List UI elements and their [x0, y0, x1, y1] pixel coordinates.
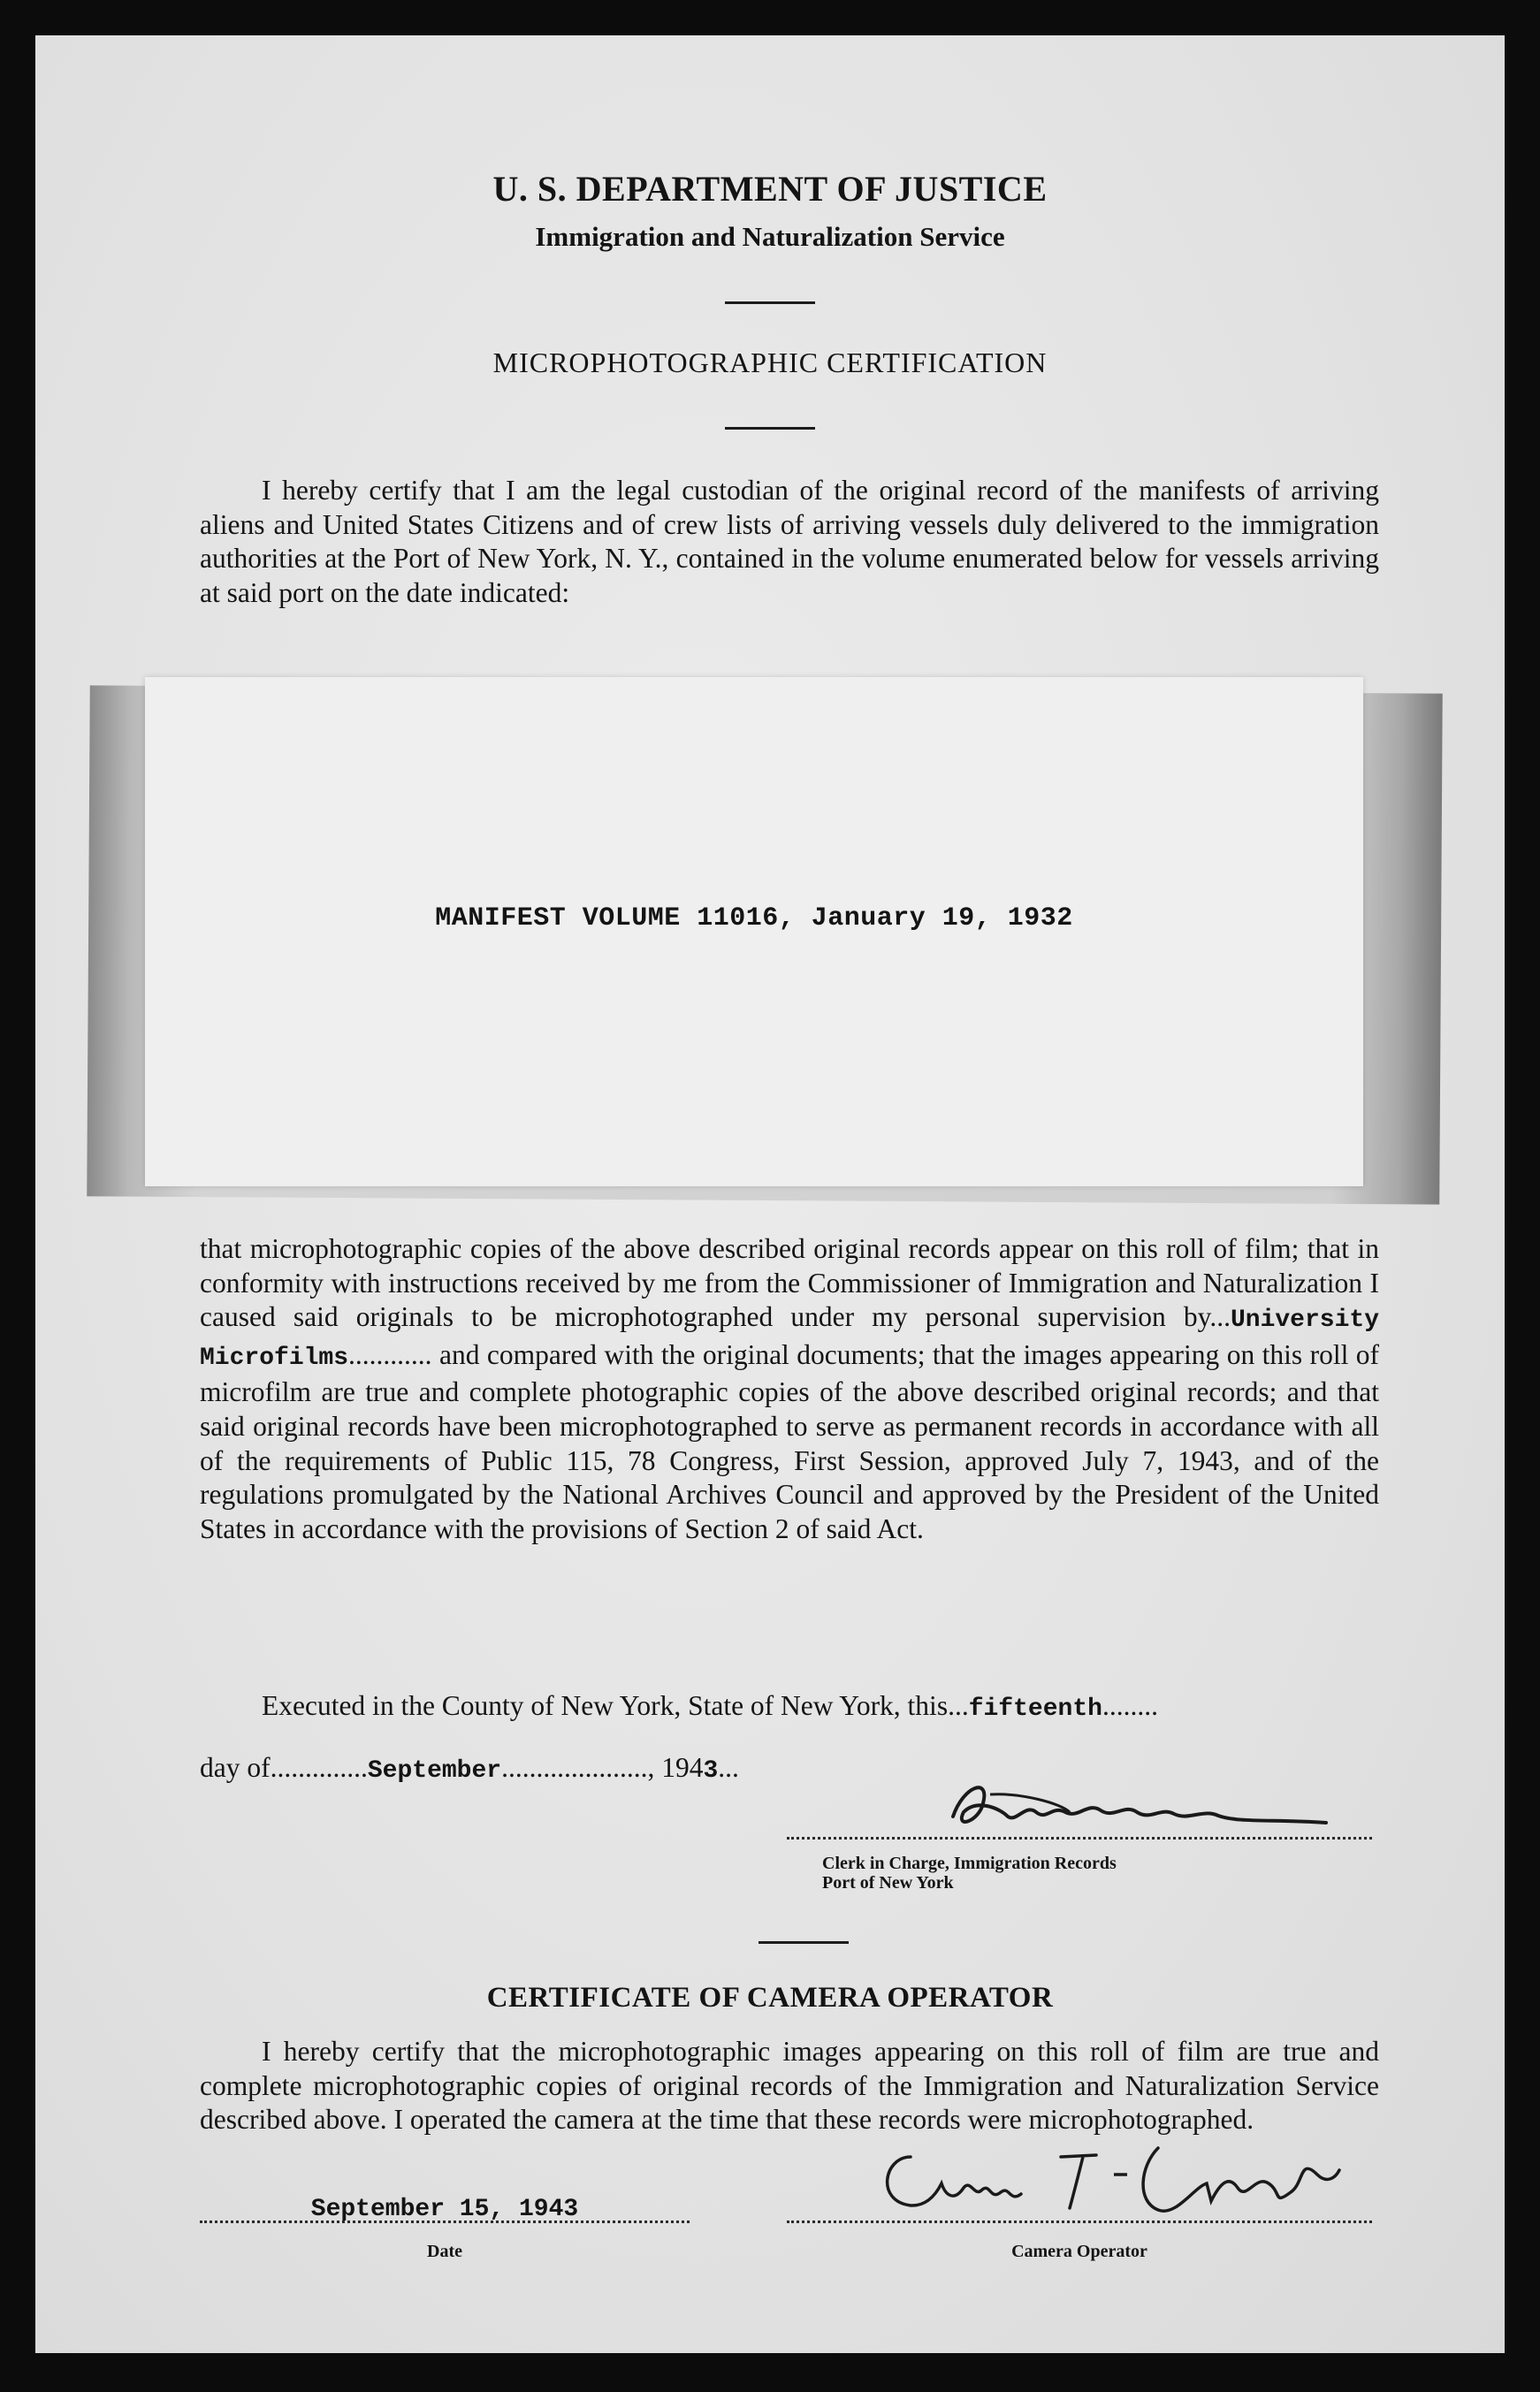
year-prefix: , 194 — [647, 1752, 704, 1783]
execution-month: September — [367, 1757, 502, 1785]
day-of-label: day of — [200, 1752, 271, 1783]
intro-paragraph — [200, 474, 1379, 610]
body-text-2: and compared with the original documents; that the images appearing on this roll of microfilm are true and complete photographic copies of the above described original records; and that said original records have been microphotographed to serve as permanent records in accordance with all of the requirements of Public 115, 78 Congress, First Session, approved July 7, 1943, and of the regulations promulgated by the National Archives Council and approved by the President of the United States in accordance with the provisions of Section 2 of said Act. — [200, 1338, 1380, 1544]
divider — [725, 301, 815, 304]
department-heading: U. S. DEPARTMENT OF JUSTICE — [492, 169, 1048, 209]
date-caption: Date — [427, 2242, 462, 2261]
certification-body: that microphotographic copies of the above described original records appear on this roll of film; that in conformity with instructions received by me from the Commissioner of Immigration and Naturalization I caused said originals to be microphotographed under my personal supervision by...University Microfilms............ and compared with the original documents; that the images appearing on this roll of microfilm are true and complete photographic copies of the above described original records; and that said original records have been microphotographed to serve as permanent records in accordance with all of the requirements of Public 115, 78 Congress, First Session, approved July 7, 1943, and of the regulations promulgated by the National Archives Council and approved by the President of the United States in accordance with the provisions of Section 2 of said Act. — [200, 1233, 1380, 1544]
manifest-volume-label: MANIFEST VOLUME 11016, January 19, 1932 — [435, 903, 1073, 933]
supervisor-name: University Microfilms — [200, 1306, 1379, 1372]
divider — [759, 1941, 849, 1944]
camera-operator-signature — [858, 2122, 1353, 2228]
camera-text: I hereby certify that the microphotographic images appearing on this roll of film are true and complete microphotographic copies of original records of the Immigration and Naturalization Service described above. I operated the camera at the time that these records were microphotographed. — [200, 2036, 1379, 2136]
certificate-page — [35, 35, 1505, 2353]
date-signature-line — [200, 2221, 690, 2223]
execution-prefix: Executed in the County of New York, State of New York, this — [262, 1690, 949, 1721]
execution-line: Executed in the County of New York, State of New York, this...fifteenth........ — [262, 1690, 1158, 1723]
camera-operator-signature-line — [787, 2221, 1372, 2223]
intro-text: I hereby certify that I am the legal custodian of the original record of the manifests of arriving aliens and United States Citizens and of crew lists of arriving vessels duly delivered to the immigration authorities at the Port of New York, N. Y., contained in the volume enumerated below for vessels arriving at said port on the date indicated: — [200, 475, 1379, 608]
divider — [725, 427, 815, 430]
clerk-signature — [937, 1768, 1344, 1847]
camera-certificate-title: CERTIFICATE OF CAMERA OPERATOR — [486, 1982, 1054, 2014]
body-text-1: that microphotographic copies of the above described original records appear on this roll of film; that in conformity with instructions received by me from the Commissioner of Immigration and Naturalization I caused said originals to be microphotographed under my personal supervision by — [200, 1233, 1379, 1333]
camera-operator-caption: Camera Operator — [1011, 2242, 1147, 2261]
execution-day: fifteenth — [968, 1695, 1102, 1723]
clerk-caption-line2: Port of New York — [822, 1873, 954, 1893]
year-digit: 3 — [703, 1757, 719, 1785]
clerk-caption-line1: Clerk in Charge, Immigration Records — [822, 1854, 1117, 1873]
service-subheading: Immigration and Naturalization Service — [535, 221, 1005, 252]
certification-title: MICROPHOTOGRAPHIC CERTIFICATION — [492, 347, 1048, 378]
clerk-caption — [822, 1854, 1117, 1893]
operator-date-value: September 15, 1943 — [310, 2196, 579, 2223]
date-line: day of..............September....................., 1943... — [200, 1752, 739, 1785]
clerk-signature-line — [787, 1837, 1372, 1840]
